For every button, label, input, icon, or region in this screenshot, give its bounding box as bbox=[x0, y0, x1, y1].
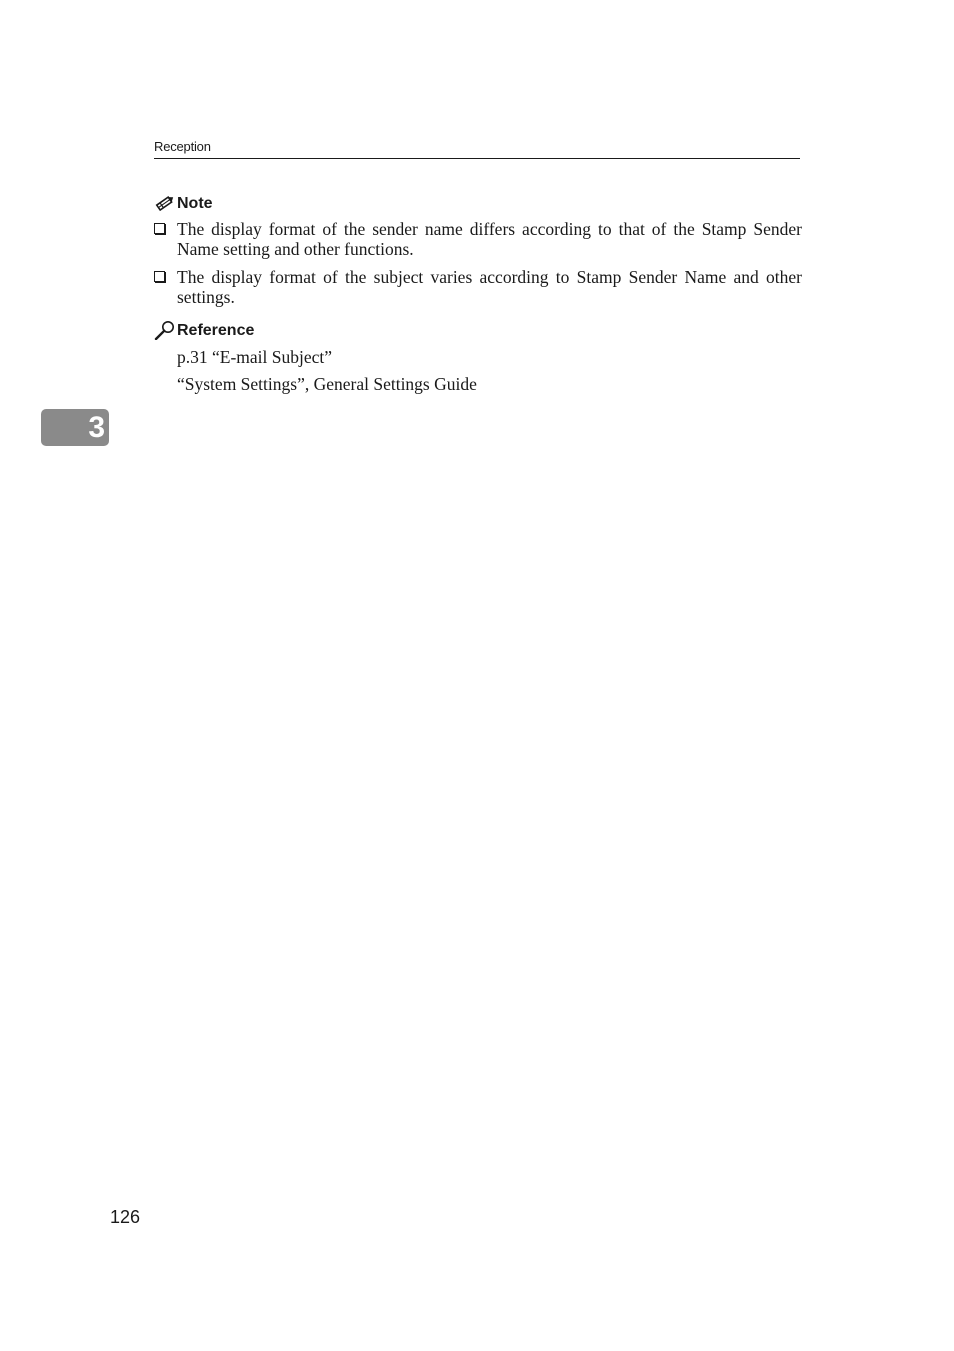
page-number: 126 bbox=[110, 1207, 141, 1227]
note-heading bbox=[154, 193, 213, 213]
reference-link[interactable]: “System Settings”, General Settings Guide bbox=[177, 374, 477, 394]
magnifier-icon bbox=[154, 320, 176, 340]
checkbox-bullet-icon bbox=[154, 271, 165, 282]
note-item bbox=[154, 219, 802, 259]
checkbox-bullet-icon bbox=[154, 223, 165, 234]
header-divider bbox=[154, 158, 800, 159]
reference-heading-label: Reference bbox=[177, 322, 255, 339]
chapter-tab: 3 bbox=[41, 409, 109, 446]
reference-link[interactable]: p.31 “E-mail Subject” bbox=[177, 347, 333, 367]
note-heading-label: Note bbox=[177, 195, 213, 212]
note-item-text: The display format of the subject varies according to Stamp Sender Name and other settings. bbox=[177, 267, 802, 307]
running-header: Reception bbox=[154, 139, 211, 154]
pencil-icon bbox=[154, 193, 176, 213]
reference-heading bbox=[154, 320, 254, 340]
note-item-text: The display format of the sender name differs according to that of the Stamp Sender Name setting and other functions. bbox=[177, 219, 802, 259]
note-item bbox=[154, 267, 802, 307]
